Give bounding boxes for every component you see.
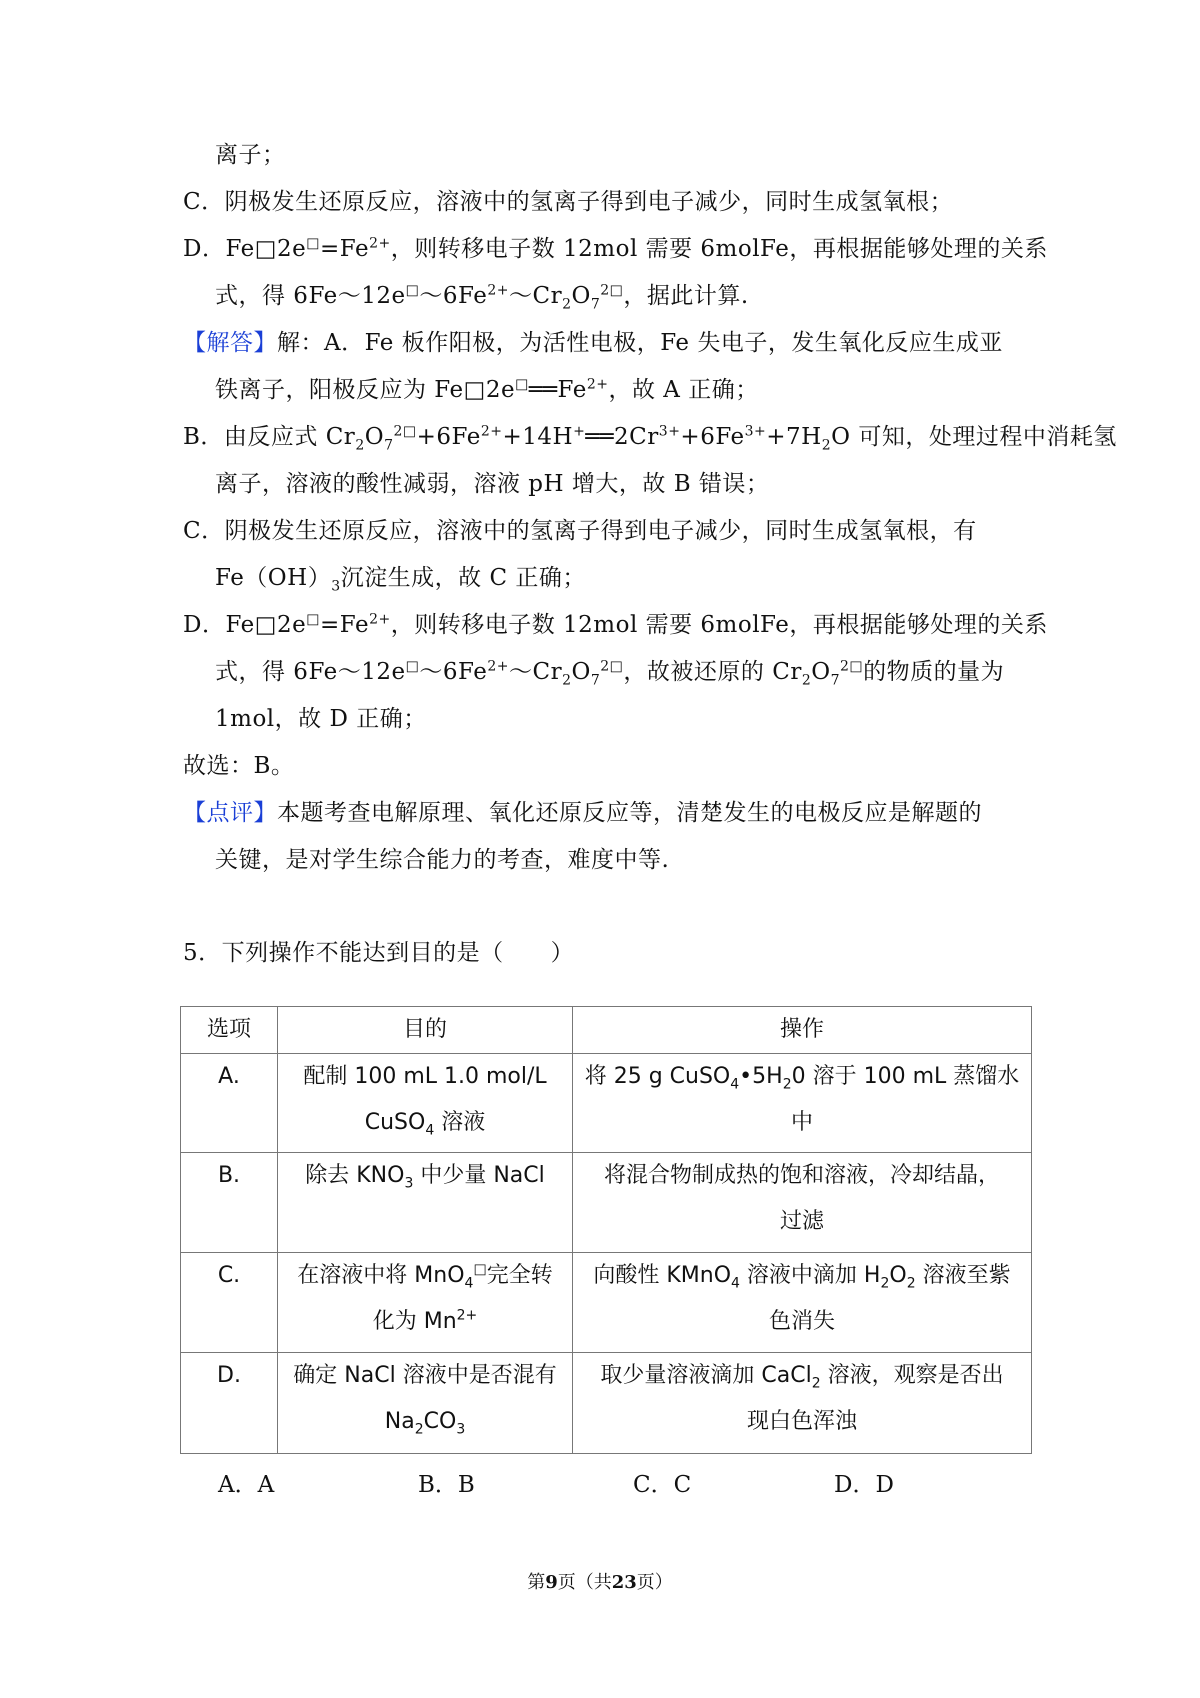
text-run: 故选：B。 bbox=[183, 753, 295, 779]
text-line-l13 bbox=[215, 704, 427, 734]
options-table bbox=[180, 1006, 1032, 1454]
row-action bbox=[573, 1054, 1032, 1153]
sub-text: 2 bbox=[801, 672, 812, 689]
text-run: ～Cr bbox=[508, 659, 563, 685]
table-row bbox=[181, 1054, 1032, 1153]
text-run: +6Fe bbox=[680, 424, 745, 450]
sup-text: + bbox=[573, 423, 586, 440]
row-option bbox=[181, 1253, 278, 1353]
header-action: 操作 bbox=[573, 1007, 1032, 1054]
text-run: CO bbox=[423, 1409, 457, 1434]
sub-text: 2 bbox=[821, 437, 832, 454]
text-line-l10 bbox=[215, 563, 586, 593]
text-line-l14 bbox=[183, 751, 294, 781]
text-run: •5H bbox=[739, 1064, 783, 1089]
text-run: D．Fe□2e bbox=[183, 236, 307, 262]
text-run: 过滤 bbox=[779, 1209, 824, 1234]
sup-text: 3+ bbox=[744, 423, 767, 440]
text-run: 向酸性 KMnO bbox=[593, 1263, 732, 1288]
sub-text: 3 bbox=[404, 1175, 414, 1192]
text-run: 离子； bbox=[215, 142, 286, 168]
text-run: 溶液，观察是否出 bbox=[820, 1363, 1004, 1388]
text-run: 现白色浑浊 bbox=[746, 1409, 857, 1434]
sup-text: 3+ bbox=[658, 423, 681, 440]
sup-text: 2+ bbox=[369, 235, 391, 252]
footer-page-number: 9 bbox=[545, 1572, 558, 1593]
text-run: 完全转 bbox=[486, 1263, 553, 1288]
text-run: 中少量 NaCl bbox=[413, 1163, 545, 1188]
sub-text: 4 bbox=[464, 1275, 474, 1292]
text-run: 5．下列操作不能达到目的是（ ） bbox=[183, 940, 575, 966]
text-line-l7 bbox=[183, 422, 1117, 452]
text-run: 在溶液中将 MnO bbox=[297, 1263, 465, 1288]
text-line-l16 bbox=[215, 845, 669, 875]
sub-text: 7 bbox=[590, 296, 601, 313]
text-run: 沉淀生成，故 C 正确； bbox=[340, 565, 586, 591]
text-run: B．由反应式 Cr bbox=[183, 424, 356, 450]
footer-total-pages: 23 bbox=[611, 1572, 637, 1593]
text-run: 色消失 bbox=[768, 1309, 835, 1334]
section-tag: 【解答】 bbox=[183, 330, 277, 356]
sup-text: □ bbox=[405, 658, 420, 675]
text-run: 铁离子，阳极反应为 Fe□2e bbox=[215, 377, 516, 403]
text-run: D. bbox=[217, 1363, 241, 1388]
text-run: ，故 A 正确； bbox=[608, 377, 759, 403]
footer-mid: 页（共 bbox=[557, 1572, 612, 1593]
text-run: O bbox=[889, 1263, 907, 1288]
text-run: +7H bbox=[766, 424, 822, 450]
text-run: =Fe bbox=[319, 612, 370, 638]
text-line-l11 bbox=[183, 610, 1048, 640]
row-action bbox=[573, 1353, 1032, 1454]
text-run: 配制 100 mL 1.0 mol/L bbox=[303, 1064, 547, 1089]
sub-text: 4 bbox=[731, 1275, 740, 1292]
text-run: 的物质的量为 bbox=[863, 659, 1005, 685]
sub-text: 7 bbox=[830, 672, 841, 689]
text-run: 溶液 bbox=[434, 1110, 486, 1135]
text-line-l8 bbox=[215, 469, 769, 499]
text-run: C. bbox=[217, 1263, 241, 1288]
section-tag: 【点评】 bbox=[183, 800, 277, 826]
text-run: 取少量溶液滴加 CaCl bbox=[600, 1363, 812, 1388]
text-run: 0 溶于 100 mL 蒸馏水中 bbox=[790, 1064, 1020, 1135]
sub-text: 3 bbox=[456, 1421, 466, 1438]
text-run: 离子，溶液的酸性减弱，溶液 pH 增大，故 B 错误； bbox=[215, 471, 770, 497]
row-option bbox=[181, 1054, 278, 1153]
text-run: 将 25 g CuSO bbox=[584, 1064, 731, 1089]
row-option bbox=[181, 1153, 278, 1253]
text-run: Na bbox=[384, 1409, 415, 1434]
text-run: 解：A．Fe 板作阳极，为活性电极，Fe 失电子，发生氧化反应生成亚 bbox=[277, 330, 1003, 356]
text-run: ～Cr bbox=[508, 283, 563, 309]
text-run: Fe（OH） bbox=[215, 565, 332, 591]
text-line-l4 bbox=[215, 281, 749, 311]
page-footer bbox=[0, 1568, 1200, 1594]
text-run: O bbox=[571, 659, 591, 685]
sup-text: 2+ bbox=[456, 1307, 478, 1324]
sup-text: 2□ bbox=[600, 658, 624, 675]
text-run: +14H bbox=[502, 424, 574, 450]
sup-text: □ bbox=[473, 1261, 487, 1278]
sup-text: □ bbox=[306, 235, 320, 252]
text-run: 溶液中滴加 H bbox=[739, 1263, 881, 1288]
text-run: 化为 Mn bbox=[372, 1309, 457, 1334]
text-run: B. bbox=[217, 1163, 241, 1188]
sup-text: □ bbox=[306, 611, 320, 628]
text-run: ～6Fe bbox=[419, 283, 488, 309]
row-goal bbox=[278, 1153, 573, 1253]
text-run: 式，得 6Fe～12e bbox=[215, 283, 406, 309]
table-header-row bbox=[181, 1007, 1032, 1054]
sub-text: 2 bbox=[811, 1375, 821, 1392]
text-run: 1mol，故 D 正确； bbox=[215, 706, 427, 732]
text-line-l6 bbox=[215, 375, 759, 405]
row-goal bbox=[278, 1054, 573, 1153]
sub-text: 2 bbox=[414, 1421, 424, 1438]
text-line-l15 bbox=[183, 798, 982, 828]
table-row bbox=[181, 1253, 1032, 1353]
text-run: ，则转移电子数 12mol 需要 6molFe，再根据能够处理的关系 bbox=[390, 236, 1048, 262]
choice-b: B．B bbox=[418, 1472, 475, 1498]
sup-text: □ bbox=[515, 376, 529, 393]
row-goal bbox=[278, 1353, 573, 1454]
text-line-l3 bbox=[183, 234, 1048, 264]
row-option bbox=[181, 1353, 278, 1454]
sub-text: 2 bbox=[562, 296, 572, 313]
text-run: ，据此计算. bbox=[623, 283, 749, 309]
sup-text: 2□ bbox=[393, 423, 417, 440]
sup-text: 2+ bbox=[480, 423, 503, 440]
text-run: +6Fe bbox=[416, 424, 481, 450]
text-line-l5 bbox=[183, 328, 1003, 358]
footer-pre: 第 bbox=[527, 1572, 546, 1593]
text-run: O bbox=[811, 659, 831, 685]
text-line-l9 bbox=[183, 516, 977, 546]
sub-text: 2 bbox=[906, 1275, 916, 1292]
text-run: 除去 KNO bbox=[305, 1163, 405, 1188]
text-run: 确定 NaCl 溶液中是否混有 bbox=[293, 1363, 557, 1388]
header-option: 选项 bbox=[181, 1007, 278, 1054]
text-run: 本题考查电解原理、氧化还原反应等，清楚发生的电极反应是解题的 bbox=[277, 800, 982, 826]
header-goal: 目的 bbox=[278, 1007, 573, 1054]
sup-text: 2+ bbox=[487, 282, 509, 299]
row-action bbox=[573, 1253, 1032, 1353]
text-run: ～6Fe bbox=[419, 659, 488, 685]
text-run: ，故被还原的 Cr bbox=[623, 659, 802, 685]
sup-text: 2+ bbox=[487, 658, 509, 675]
sub-text: 4 bbox=[425, 1122, 435, 1139]
text-run: ，则转移电子数 12mol 需要 6molFe，再根据能够处理的关系 bbox=[390, 612, 1048, 638]
text-run: O 可知，处理过程中消耗氢 bbox=[831, 424, 1117, 450]
text-line-l17 bbox=[183, 938, 574, 968]
text-line-l12 bbox=[215, 657, 1004, 687]
text-run: =Fe bbox=[319, 236, 370, 262]
row-action bbox=[573, 1153, 1032, 1253]
sup-text: □ bbox=[405, 282, 420, 299]
table-row bbox=[181, 1353, 1032, 1454]
sub-text: 3 bbox=[331, 578, 341, 595]
text-run: O bbox=[571, 283, 591, 309]
text-run: ══Fe bbox=[528, 377, 587, 403]
text-line-l1 bbox=[215, 140, 286, 170]
sub-text: 2 bbox=[880, 1275, 890, 1292]
sub-text: 7 bbox=[590, 672, 601, 689]
choice-c: C．C bbox=[633, 1472, 692, 1498]
sub-text: 2 bbox=[355, 437, 365, 454]
choice-d: D．D bbox=[834, 1472, 894, 1498]
sub-text: 4 bbox=[730, 1076, 740, 1093]
text-run: ══2Cr bbox=[585, 424, 659, 450]
sup-text: 2□ bbox=[600, 282, 624, 299]
text-run: 将混合物制成热的饱和溶液，冷却结晶， bbox=[603, 1163, 1000, 1188]
sup-text: 2□ bbox=[840, 658, 864, 675]
text-run: A. bbox=[218, 1064, 240, 1089]
choice-a: A．A bbox=[218, 1472, 275, 1498]
text-line-l2 bbox=[183, 187, 953, 217]
text-run: CuSO bbox=[364, 1110, 426, 1135]
table-row bbox=[181, 1153, 1032, 1253]
sub-text: 7 bbox=[384, 437, 394, 454]
sup-text: 2+ bbox=[369, 611, 391, 628]
footer-post: 页） bbox=[636, 1572, 673, 1593]
text-run: D．Fe□2e bbox=[183, 612, 307, 638]
sup-text: 2+ bbox=[586, 376, 609, 393]
text-run: C．阴极发生还原反应，溶液中的氢离子得到电子减少，同时生成氢氧根，有 bbox=[183, 518, 977, 544]
sub-text: 2 bbox=[562, 672, 572, 689]
text-run: C．阴极发生还原反应，溶液中的氢离子得到电子减少，同时生成氢氧根； bbox=[183, 189, 954, 215]
sub-text: 2 bbox=[782, 1076, 792, 1093]
text-run: 溶液至紫 bbox=[915, 1263, 1011, 1288]
text-run: 式，得 6Fe～12e bbox=[215, 659, 406, 685]
row-goal bbox=[278, 1253, 573, 1353]
text-run: O bbox=[364, 424, 385, 450]
text-run: 关键，是对学生综合能力的考查，难度中等. bbox=[215, 847, 670, 873]
